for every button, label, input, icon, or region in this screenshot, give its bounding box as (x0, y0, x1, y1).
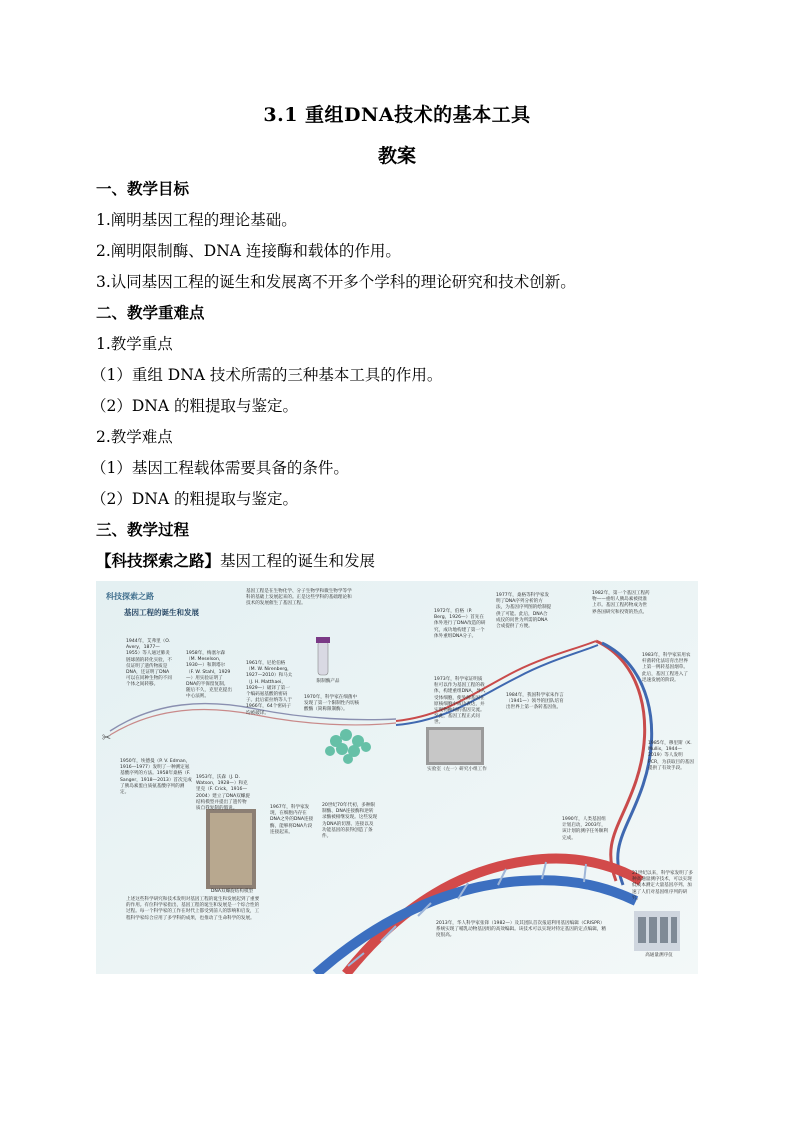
key-points-label: 1.教学重点 (96, 335, 173, 353)
note-2013: 2013年，华人科学家张锋（1982—）及其团队首次报道利用基因编辑（CRISPR）系统实现了哺乳动物基因组的高效编辑。该技术可以实现对特定基因的定点编辑，精度很高。 (436, 921, 606, 939)
difficulties-label: 2.教学难点 (96, 428, 173, 446)
note-1970: 1970年，科学家在细菌中发现了第一个限制性内切核酸酶（简称限制酶）。 (304, 695, 360, 713)
section-heading-key-points: 二、教学重难点 (96, 303, 205, 322)
document-subtitle: 教案 (377, 145, 416, 167)
figure-intro: 基因工程是在生物化学、分子生物学和微生物学等学科的基础上发展起来的。正是这些学科的基础理论和技术的发展催生了基因工程。 (246, 589, 352, 607)
note-1985: 1985年，穆里斯（K. Mullis，1944—2019）等人发明PCR，为获取目的基因提供了有效手段。 (648, 741, 694, 771)
note-1977: 1977年，桑格等科学家发明了DNA序列分析的方法，为基因序列图的绘制提供了可能。此后，DNA合成仪的问世为所需的DNA合成提供了方便。 (496, 593, 552, 630)
goal-item-3: 3.认同基因工程的诞生和发展离不开多个学科的理论研究和技术创新。 (96, 273, 576, 291)
note-1953: 1953年，沃森（J. D. Watson，1928—）和克里克（F. Crick，1916—2004）建立了DNA双螺旋结构模型并提出了遗传物质自我复制的假说。 (196, 775, 250, 812)
note-1982: 1982年，第一个基因工程药物——重组人胰岛素被批准上市。基因工程药物成为世界各国研究和投资的热点。 (592, 591, 650, 615)
goal-item-2: 2.阐明限制酶、DNA 连接酶和载体的作用。 (96, 242, 401, 260)
caption-enzyme-product: 限制酶产品 (316, 679, 340, 684)
goal-item-1: 1.阐明基因工程的理论基础。 (96, 211, 297, 229)
section-label (96, 551, 375, 571)
caption-dna-model: DNA双螺旋结构模型 (210, 889, 254, 894)
note-1990: 1990年，人类基因组计划启动，2003年，该计划的测序任务顺利完成。 (562, 817, 608, 841)
section-heading-goals: 一、教学目标 (96, 179, 190, 198)
difficulty-item-2: （2）DNA 的粗提取与鉴定。 (91, 490, 298, 508)
note-1972: 1972年，伯格（P. Berg，1926—）首先在体外进行了DNA改造的研究，成功地构建了第一个体外重组DNA分子。 (434, 609, 486, 639)
section-label-text: 基因工程的诞生和发展 (220, 552, 376, 570)
difficulty-item-1: （1）基因工程载体需要具备的条件。 (91, 459, 349, 477)
caption-lab-photo: 实验室（左一）研究小组工作 (427, 767, 487, 772)
gene-engineering-timeline-figure (96, 581, 698, 974)
key-point-item-1: （1）重组 DNA 技术所需的三种基本工具的作用。 (91, 366, 443, 384)
note-1961: 1961年，尼伦伯格（M. W. Nirenberg，1927—2010）和马太（J. H. Matthaei，1929—）破译了第一个编码氨基酸的密码子。此后霍拉纳等人于1966年，64个密码子均被破译。 (246, 661, 293, 716)
note-1958: 1958年，梅塞尔森（M. Meselson，1930—）和斯塔尔（F. W. Stahl，1929—）用实验证明了DNA的半保留复制。随后不久，克里克提出中心法则。 (186, 651, 232, 700)
figure-heading: 基因工程的诞生和发展 (124, 608, 199, 617)
figure-tag: 科技探索之路 (106, 592, 154, 601)
note-1944: 1944年，艾弗里（O. Avery，1877—1955）等人通过肺炎链球菌的转化实验，不仅证明了遗传物质是DNA，还证明了DNA可以在同种生物的不同个体之间转移。 (126, 639, 172, 688)
note-1984: 1984年，我国科学家朱作言（1941—）领导的团队培育出世界上第一条转基因鱼。 (506, 693, 564, 711)
note-21st-century: 21世纪以来，科学家发明了多种高通量测序技术，可以实现低成本测定大量基因序列。加速了人们对基因组序列的研究。 (632, 871, 693, 901)
note-1950: 1950年，埃德曼（P. V. Edman，1916—1977）发明了一种测定氨基酸序列的方法。1958年桑格（F. Sanger，1918—2013）首次完成了胰岛素蛋白质氨基酸序列的测定。 (120, 759, 192, 796)
section-heading-process: 三、教学过程 (96, 520, 190, 539)
svg-text:✂: ✂ (102, 731, 112, 744)
caption-sequencer: 高通量测序仪 (645, 953, 673, 958)
note-1983: 1983年，科学家采用农杆菌转化法培育出世界上第一例转基因烟草。此后，基因工程进入了迅速发展的阶段。 (642, 653, 691, 683)
note-1970s: 20世纪70年代初，多种限制酶、DNA连接酶和逆转录酶被相继发现。这些发现为DNA的切割、连接以及功能基因的获得创造了条件。 (322, 803, 378, 840)
section-label-bracket: 【科技探索之路】 (96, 551, 221, 570)
note-1967: 1967年，科学家发现，在细胞内存在DNA之外的DNA连接酶，能够将DNA片段连接起来。 (270, 805, 314, 835)
note-1973: 1973年，科学家证明质粒可以作为基因工程的载体，构建重组DNA，导入受体细胞，使外源基因在原核细胞中成功表达，并实现物种间的基因交流。至此，基因工程正式问世。 (434, 677, 486, 726)
key-point-item-2: （2）DNA 的粗提取与鉴定。 (91, 397, 298, 415)
note-summary: 上述这些科学研究和技术发明对基因工程的诞生和发展起到了重要的作用。有位科学家指出，基因工程的诞生和发展是一个综合性的过程。每一个科学家的工作在时代上都受到前人的影响和启发，工程科学家综合应用了多学科的成果，也推动了生命科学的发展。 (126, 897, 260, 921)
document-title: 3.1 重组DNA技术的基本工具 (263, 104, 531, 126)
